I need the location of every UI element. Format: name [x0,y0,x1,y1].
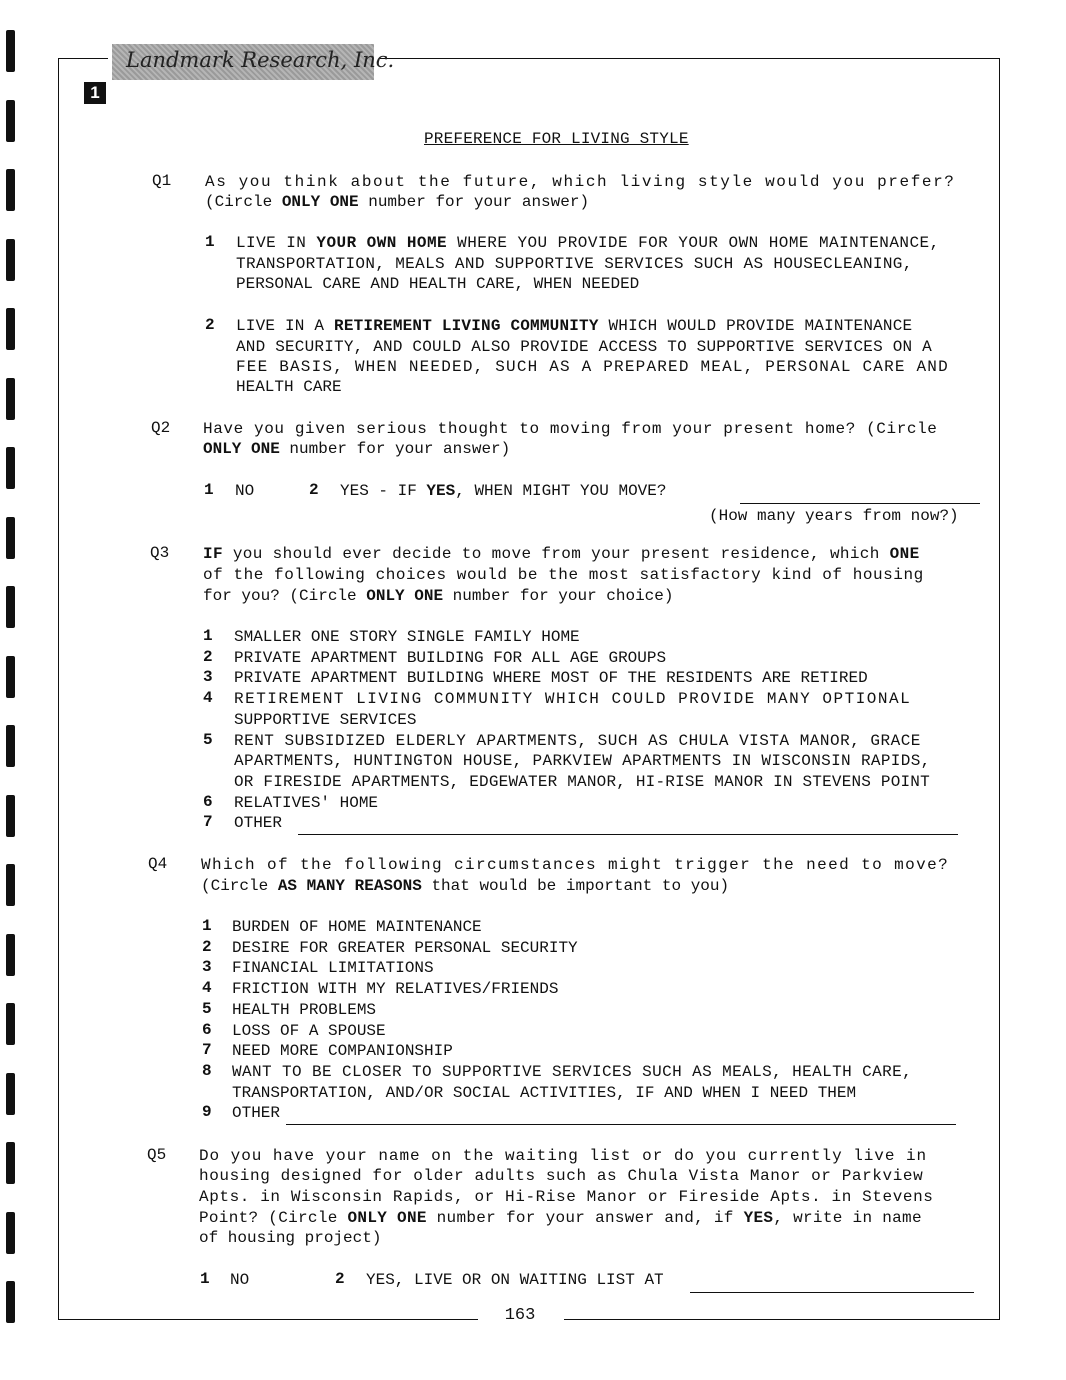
binding-mark [6,1212,15,1254]
other-input-line[interactable] [298,834,958,835]
option-line: PERSONAL CARE AND HEALTH CARE, WHEN NEEDED [236,275,640,293]
option-line: BURDEN OF HOME MAINTENANCE [232,918,482,936]
question-text: Apts. in Wisconsin Rapids, or Hi-Rise Manor or Fireside Apts. in Stevens [199,1188,934,1206]
binding-marks [6,30,16,1360]
section-badge: 1 [84,82,106,104]
option-number[interactable]: 9 [202,1103,212,1122]
option-number[interactable]: 5 [203,730,213,749]
option-line: LIVE IN YOUR OWN HOME WHERE YOU PROVIDE FOR YOUR OWN HOME MAINTENANCE, [236,234,940,252]
binding-mark [6,934,15,976]
option-line: FEE BASIS, WHEN NEEDED, SUCH AS A PREPARED MEAL, PERSONAL CARE AND [236,358,949,376]
option-line: RENT SUBSIDIZED ELDERLY APARTMENTS, SUCH AS CHULA VISTA MANOR, GRACE [234,731,921,750]
option-number[interactable]: 1 [205,233,215,251]
binding-mark [6,378,15,420]
option-line: SUPPORTIVE SERVICES [234,710,417,729]
option-number[interactable]: 3 [202,958,212,977]
binding-mark [6,656,15,698]
question-number: Q2 [151,419,171,437]
binding-mark [6,169,15,211]
option-line: AND SECURITY, AND COULD ALSO PROVIDE ACCESS TO SUPPORTIVE SERVICES ON A [236,338,932,356]
option-number[interactable]: 6 [203,792,213,811]
option-label: NO [235,482,255,500]
option-number[interactable]: 1 [202,917,212,935]
option-number[interactable]: 5 [202,999,212,1018]
option-number[interactable]: 6 [202,1020,212,1039]
option-number[interactable]: 2 [335,1270,345,1288]
binding-mark [6,1073,15,1115]
option-number[interactable]: 4 [202,979,212,998]
page-number: 163 [504,1306,536,1325]
option-number[interactable]: 2 [309,481,319,499]
option-line: APARTMENTS, HUNTINGTON HOUSE, PARKVIEW APARTMENTS IN WISCONSIN RAPIDS, [234,752,931,771]
option-line: FINANCIAL LIMITATIONS [232,959,434,978]
option-label: NO [230,1271,250,1289]
option-line: SMALLER ONE STORY SINGLE FAMILY HOME [234,628,580,646]
question-number: Q1 [152,172,172,190]
company-logo [112,44,395,80]
binding-mark [6,100,15,142]
question-number: Q5 [147,1146,167,1164]
question-text: Have you given serious thought to moving from your present home? (Circle [203,420,938,438]
option-line: HEALTH PROBLEMS [232,1000,377,1019]
option-line: PRIVATE APARTMENT BUILDING WHERE MOST OF THE RESIDENTS ARE RETIRED [234,669,868,688]
option-line: TRANSPORTATION, MEALS AND SUPPORTIVE SERVICES SUCH AS HOUSECLEANING, [236,255,913,273]
option-line: OR FIRESIDE APARTMENTS, EDGEWATER MANOR, HI-RISE MANOR IN STEVENS POINT [234,772,930,791]
question-text: Which of the following circumstances might trigger the need to move? [201,856,950,874]
option-number[interactable]: 1 [200,1270,210,1288]
option-line: DESIRE FOR GREATER PERSONAL SECURITY [232,938,578,957]
input-hint: (How many years from now?) [709,507,959,525]
binding-mark [6,1281,15,1323]
option-line: FRICTION WITH MY RELATIVES/FRIENDS [232,980,559,999]
option-line: PRIVATE APARTMENT BUILDING FOR ALL AGE GROUPS [234,648,667,667]
option-number[interactable]: 2 [202,937,212,956]
option-number[interactable]: 2 [203,647,213,666]
binding-mark [6,1003,15,1045]
option-line: LOSS OF A SPOUSE [232,1021,386,1040]
question-instruction: (Circle ONLY ONE number for your answer) [205,193,590,211]
binding-mark [6,447,15,489]
option-number[interactable]: 1 [204,481,214,499]
option-line: RELATIVES' HOME [234,793,379,812]
question-text: of housing project) [199,1229,382,1247]
question-text: of the following choices would be the most satisfactory kind of housing [203,566,924,584]
question-instruction: Point? (Circle ONLY ONE number for your answer and, if YES, write in name [199,1209,922,1227]
option-label: YES, LIVE OR ON WAITING LIST AT [366,1271,664,1289]
question-instruction: (Circle AS MANY REASONS that would be important to you) [201,877,730,895]
question-number: Q4 [148,855,168,873]
page-title: PREFERENCE FOR LIVING STYLE [424,130,689,148]
option-label: YES - IF YES, WHEN MIGHT YOU MOVE? [340,482,667,500]
binding-mark [6,725,15,767]
option-number[interactable]: 3 [203,668,213,687]
question-instruction: ONLY ONE number for your answer) [203,440,511,458]
option-number[interactable]: 2 [205,316,215,334]
option-line: OTHER [232,1104,281,1123]
years-input-line[interactable] [740,503,980,504]
other-input-line[interactable] [286,1124,956,1125]
binding-mark [6,795,15,837]
option-line: OTHER [234,814,283,833]
binding-mark [6,864,15,906]
question-instruction: for you? (Circle ONLY ONE number for your choice) [203,587,674,605]
binding-mark [6,239,15,281]
option-number[interactable]: 7 [203,813,213,832]
option-number[interactable]: 7 [202,1041,212,1060]
question-text: housing designed for older adults such as Chula Vista Manor or Parkview [199,1167,924,1185]
question-text: Do you have your name on the waiting list or do you currently live in [199,1147,928,1165]
binding-mark [6,1142,15,1184]
option-line: RETIREMENT LIVING COMMUNITY WHICH COULD PROVIDE MANY OPTIONAL [234,690,912,709]
logo-text: Landmark Research, Inc. [126,48,395,72]
option-number[interactable]: 8 [202,1061,212,1080]
housing-project-input-line[interactable] [690,1292,974,1293]
option-line: LIVE IN A RETIREMENT LIVING COMMUNITY WHICH WOULD PROVIDE MAINTENANCE [236,317,913,335]
binding-mark [6,30,15,72]
binding-mark [6,308,15,350]
option-number[interactable]: 4 [203,689,213,708]
binding-mark [6,586,15,628]
option-number[interactable]: 1 [203,627,213,645]
option-line: NEED MORE COMPANIONSHIP [232,1042,453,1061]
binding-mark [6,517,15,559]
option-line: TRANSPORTATION, AND/OR SOCIAL ACTIVITIES, IF AND WHEN I NEED THEM [232,1083,857,1102]
question-number: Q3 [150,544,170,562]
question-text: IF you should ever decide to move from your present residence, which ONE [203,545,920,563]
question-text: As you think about the future, which living style would you prefer? [205,173,956,191]
option-line: WANT TO BE CLOSER TO SUPPORTIVE SERVICES SUCH AS MEALS, HEALTH CARE, [232,1062,913,1081]
option-line: HEALTH CARE [236,378,342,396]
